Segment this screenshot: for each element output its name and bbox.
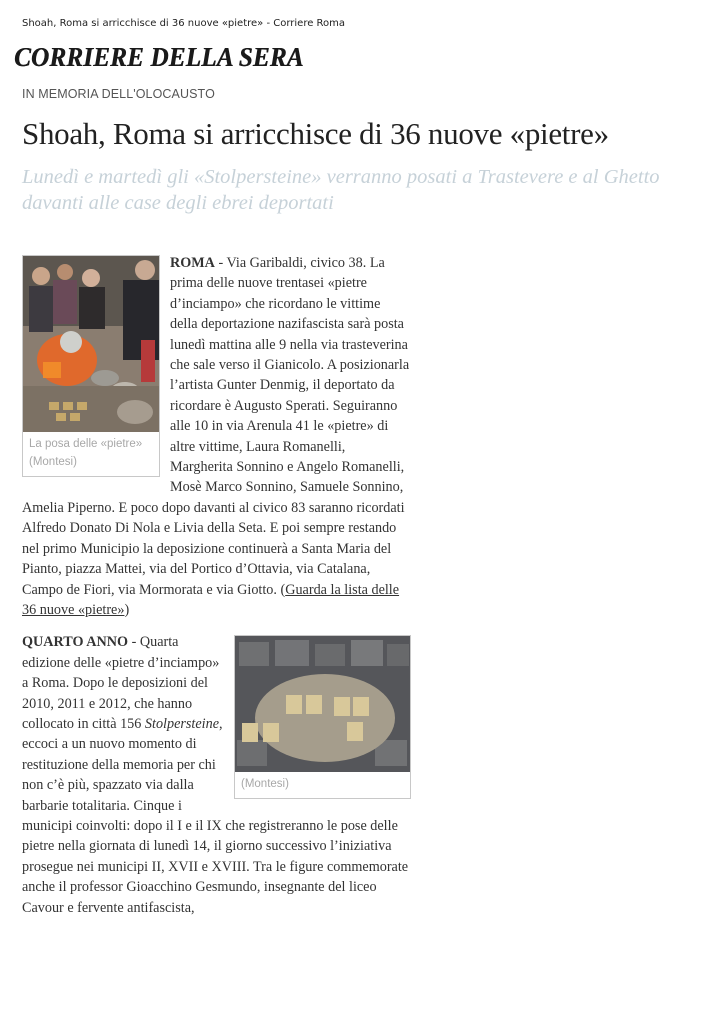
paragraph-2-text-a: - Quarta edizione delle «pietre d’inciampo» a Roma. Dopo le deposizioni del 2010, 2011 e 2012, che hanno collocato in città 156 [22,634,220,732]
photo-figure-stones [234,635,411,799]
italic-term: Stolpersteine [144,715,219,732]
photo-caption: (Montesi) [241,778,289,791]
dateline: ROMA [170,255,215,271]
section-lead: QUARTO ANNO [22,634,129,651]
photo-figure-stone-laying [22,255,160,477]
article-subtitle: Lunedì e martedì gli «Stolpersteine» verranno posati a Trastevere e al Ghetto davanti alle case degli ebrei deportati [22,166,660,214]
newspaper-logo[interactable]: CORRIERE DELLA SERA [14,42,304,72]
photo-stolpersteine[interactable] [235,636,410,772]
section-kicker: IN MEMORIA DELL'OLOCAUSTO [22,87,215,101]
photo-stone-laying[interactable] [23,256,159,432]
paragraph-1-close: ) [124,601,130,618]
article-body [22,253,411,918]
paragraph-1-text: - Via Garibaldi, civico 38. La prima delle nuove trentasei «pietre d’inciampo» che ricordano le vittime della deportazione nazifascista sarà posta lunedì mattina alle 9 nella via trasteverina che sale verso il Gianicolo. A posizionarla l’artista Gunter Denmig, il deportato da ricordare è Augusto Sperati. Seguiranno alle 10 in via Arenula 41 le «pietre» di altre vittime, Laura Romanelli, Margherita Sonnino e Angelo Romanelli, Mosè Marco Sonnino, Samuele Sonnino, Amelia Piperno. E poco dopo davanti al civico 83 saranno ricordati Alfredo Donato Di Nola e Livia della Seta. E poi sempre restando nel primo Municipio la deposizione continuerà a Santa Maria del Pianto, piazza Mattei, via del Portico d’Ottavia, via Catalana, Campo de Fiori, via Mormorata e via Giotto. ( [22,255,410,598]
photo-caption: La posa delle «pietre» (Montesi) [29,438,143,468]
print-page-header: Shoah, Roma si arricchisce di 36 nuove «pietre» - Corriere Roma [22,18,346,29]
paragraph-2-text-b: , eccoci a un nuovo momento di restituzione della memoria per chi non c’è più, spazzato via dalla barbarie totalitaria. Cinque i municipi coinvolti: dopo il I e il IX che registreranno le pose delle pietre nella giornata di lunedì 14, il giorno successivo l’iniziativa prosegue nei municipi II, XVII e XVIII. Tra le figure commemorate anche il professor Gioacchino Gesmundo, insegnante del liceo Cavour e fervente antifascista, [22,715,409,916]
stones-list-link[interactable]: Guarda la lista delle 36 nuove «pietre» [22,581,400,618]
article-headline: Shoah, Roma si arricchisce di 36 nuove «pietre» [22,116,609,151]
